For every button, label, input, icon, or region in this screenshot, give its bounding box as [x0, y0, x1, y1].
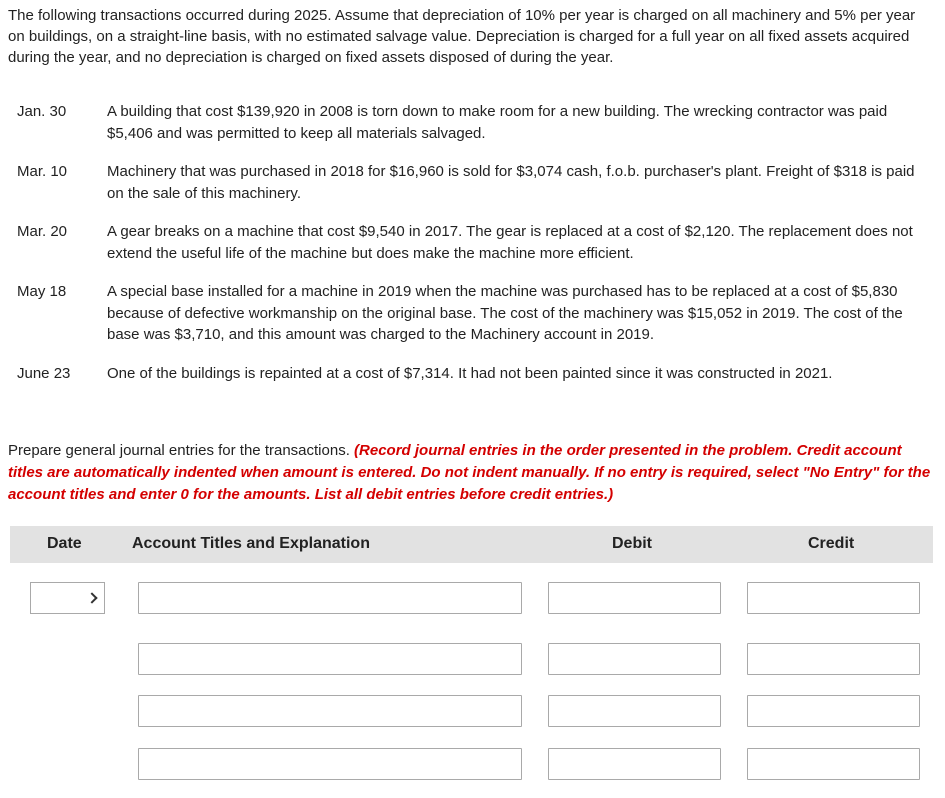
journal-table-header: [10, 526, 933, 563]
transaction-date: Mar. 10: [17, 163, 68, 180]
transaction-text: One of the buildings is repainted at a cost of $7,314. It had not been painted since it was constructed in 2021.: [107, 365, 833, 382]
debit-input[interactable]: [548, 582, 721, 614]
account-title-input[interactable]: [138, 643, 522, 675]
header-credit: Credit: [808, 535, 855, 552]
problem-intro: The following transactions occurred during 2025. Assume that depreciation of 10% per year is charged on all machinery and 5% per year on buildings, on a straight-line basis, with no estimated salvage value. Depreciation is charged for a full year on all fixed assets acquired during the year, and no depreciation is charged on fixed assets disposed of during the year.: [8, 7, 916, 66]
debit-input[interactable]: [548, 748, 721, 780]
transaction-text: A special base installed for a machine in 2019 when the machine was purchased has to be replaced at a cost of $5,830 because of defective workmanship on the original base. The cost of the machinery was $15,052 in 2019. The cost of the base was $3,710, and this amount was charged to the Machinery account in 2019.: [107, 283, 903, 343]
transaction-text: A gear breaks on a machine that cost $9,540 in 2017. The gear is replaced at a cost of $2,120. The replacement does not extend the useful life of the machine but does make the machine more efficient.: [107, 223, 913, 262]
instructions: [8, 440, 933, 506]
header-account: Account Titles and Explanation: [132, 535, 370, 552]
transaction-date: May 18: [17, 283, 67, 300]
account-title-input[interactable]: [138, 582, 522, 614]
instructions-plain: Prepare general journal entries for the transactions.: [8, 442, 355, 459]
credit-input[interactable]: [747, 748, 920, 780]
header-debit: Debit: [612, 535, 652, 552]
transaction-date: Jan. 30: [17, 103, 67, 120]
date-select[interactable]: [30, 582, 105, 614]
debit-input[interactable]: [548, 643, 721, 675]
account-title-input[interactable]: [138, 695, 522, 727]
transaction-date: June 23: [17, 365, 71, 382]
debit-input[interactable]: [548, 695, 721, 727]
header-date: Date: [47, 535, 82, 552]
transaction-text: A building that cost $139,920 in 2008 is torn down to make room for a new building. The wrecking contractor was paid $5,406 and was permitted to keep all materials salvaged.: [107, 103, 888, 142]
transaction-date: Mar. 20: [17, 223, 68, 240]
credit-input[interactable]: [747, 643, 920, 675]
credit-input[interactable]: [747, 695, 920, 727]
credit-input[interactable]: [747, 582, 920, 614]
chevron-down-icon: [86, 592, 97, 603]
instructions-emphasis: (Record journal entries in the order presented in the problem. Credit account titles are automatically indented when amount is entered. Do not indent manually. If no entry is required, select "No Entry" for the account titles and enter 0 for the amounts. List all debit entries before credit entries.): [8, 442, 931, 503]
transaction-text: Machinery that was purchased in 2018 for $16,960 is sold for $3,074 cash, f.o.b. purchaser's plant. Freight of $318 is paid on the sale of this machinery.: [107, 163, 915, 202]
account-title-input[interactable]: [138, 748, 522, 780]
